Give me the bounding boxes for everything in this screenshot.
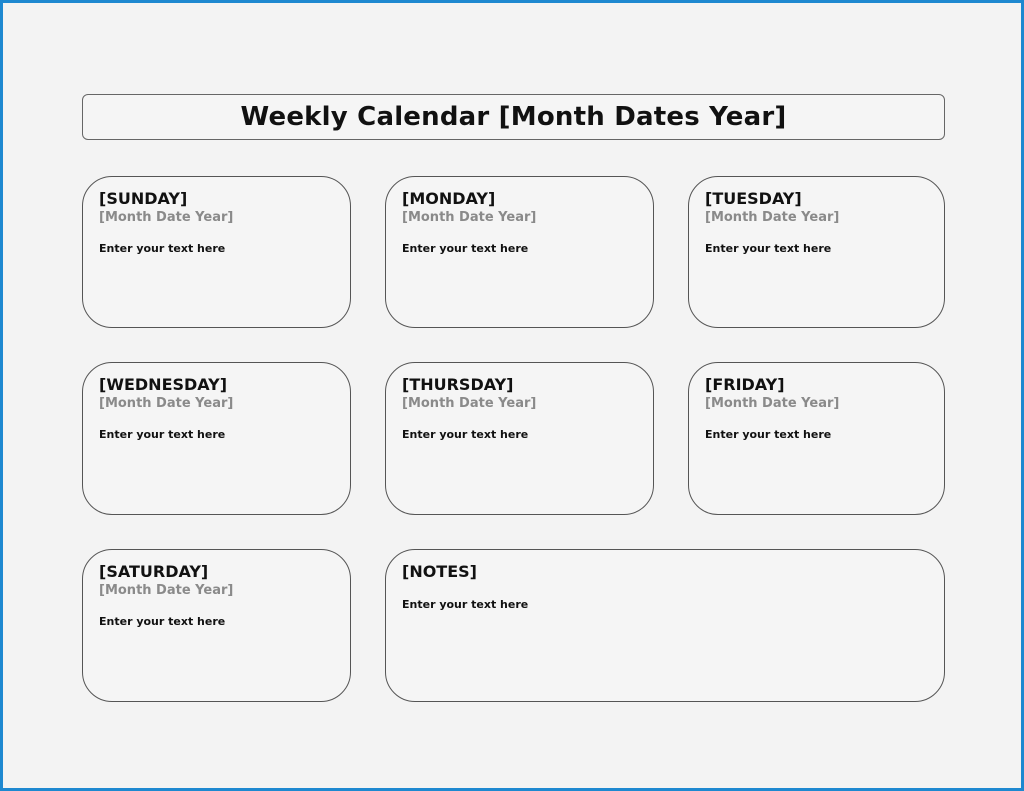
day-label[interactable]: [SUNDAY] bbox=[99, 189, 188, 208]
day-label[interactable]: [FRIDAY] bbox=[705, 375, 785, 394]
day-date[interactable]: [Month Date Year] bbox=[402, 396, 537, 411]
day-label[interactable]: [WEDNESDAY] bbox=[99, 375, 228, 394]
day-card-wednesday bbox=[82, 362, 351, 515]
day-date[interactable]: [Month Date Year] bbox=[99, 396, 234, 411]
page-title[interactable]: Weekly Calendar [Month Dates Year] bbox=[240, 102, 787, 132]
day-text[interactable]: Enter your text here bbox=[402, 242, 529, 255]
day-date[interactable]: [Month Date Year] bbox=[705, 396, 840, 411]
day-text[interactable]: Enter your text here bbox=[99, 242, 226, 255]
day-card-sunday bbox=[82, 176, 351, 328]
title-bar bbox=[82, 94, 945, 140]
notes-card bbox=[385, 549, 945, 702]
day-label[interactable]: [MONDAY] bbox=[402, 189, 496, 208]
day-card-friday bbox=[688, 362, 945, 515]
day-label[interactable]: [SATURDAY] bbox=[99, 562, 209, 581]
day-label[interactable]: [THURSDAY] bbox=[402, 375, 514, 394]
day-label[interactable]: [TUESDAY] bbox=[705, 189, 802, 208]
day-card-monday bbox=[385, 176, 654, 328]
notes-text[interactable]: Enter your text here bbox=[402, 598, 529, 611]
day-card-saturday bbox=[82, 549, 351, 702]
day-text[interactable]: Enter your text here bbox=[402, 428, 529, 441]
day-date[interactable]: [Month Date Year] bbox=[705, 210, 840, 225]
notes-label[interactable]: [NOTES] bbox=[402, 562, 477, 581]
day-date[interactable]: [Month Date Year] bbox=[99, 210, 234, 225]
day-text[interactable]: Enter your text here bbox=[705, 242, 832, 255]
day-card-tuesday bbox=[688, 176, 945, 328]
day-text[interactable]: Enter your text here bbox=[705, 428, 832, 441]
day-text[interactable]: Enter your text here bbox=[99, 428, 226, 441]
day-date[interactable]: [Month Date Year] bbox=[402, 210, 537, 225]
day-date[interactable]: [Month Date Year] bbox=[99, 583, 234, 598]
day-card-thursday bbox=[385, 362, 654, 515]
day-text[interactable]: Enter your text here bbox=[99, 615, 226, 628]
